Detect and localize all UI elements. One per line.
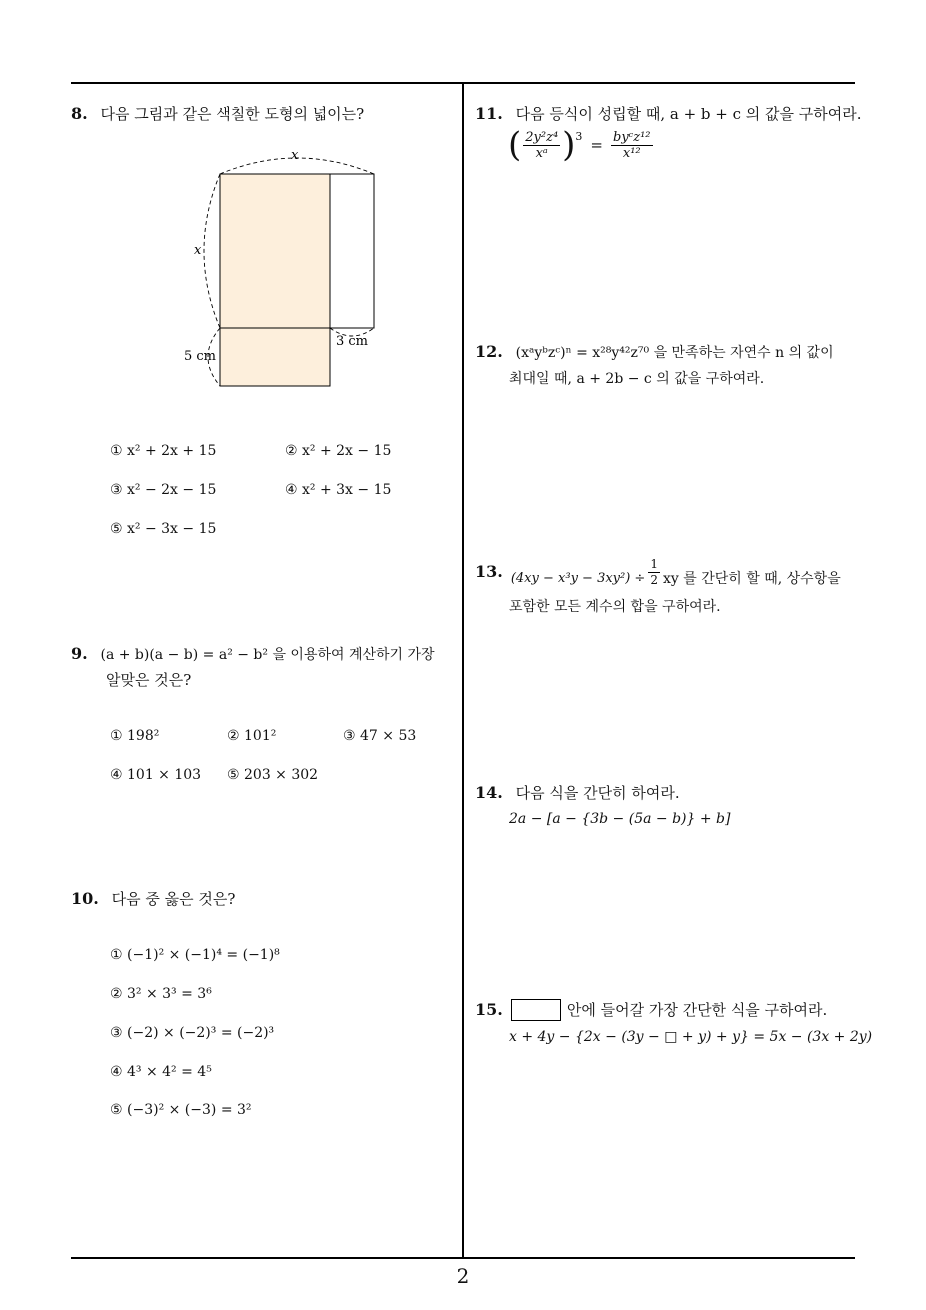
rhs-fraction — [611, 130, 653, 161]
fraction-numerator: 1 — [650, 556, 658, 571]
question-12-line2: 최대일 때, a + 2b − c 의 값을 구하여라. — [509, 371, 765, 387]
q8-option-4[interactable]: ④ x² + 3x − 15 — [285, 482, 392, 498]
page-number: 2 — [456, 1264, 470, 1288]
question-9 — [71, 641, 456, 668]
question-text: 다음 그림과 같은 색칠한 도형의 넓이는? — [100, 105, 365, 123]
bottom-left-label: 5 cm — [184, 349, 217, 364]
rhs-denominator: x¹² — [622, 145, 641, 161]
q13-expr-pre: (4xy − x³y − 3xy²) ÷ — [510, 571, 646, 586]
q13-expr-post: xy 를 간단히 할 때, 상수항을 — [662, 571, 841, 587]
rhs-numerator: byᶜz¹² — [613, 129, 651, 145]
q8-figure — [180, 140, 400, 400]
question-number: 15. — [475, 1000, 503, 1019]
shaded-region-upper — [220, 174, 330, 328]
lhs-fraction — [523, 130, 560, 161]
left-paren: ( — [508, 125, 522, 165]
q9-option-4[interactable]: ④ 101 × 103 — [110, 767, 202, 783]
q14-expression: 2a − [a − {3b − (5a − b)} + b] — [509, 811, 731, 827]
question-11 — [475, 101, 862, 127]
top-label: x — [291, 148, 299, 163]
q8-option-5[interactable]: ⑤ x² − 3x − 15 — [110, 521, 217, 537]
question-13 — [475, 552, 841, 592]
question-13-line2: 포함한 모든 계수의 합을 구하여라. — [509, 599, 721, 615]
q8-option-1[interactable]: ① x² + 2x + 15 — [110, 443, 217, 459]
outer-exponent: 3 — [575, 130, 583, 143]
q9-option-1[interactable]: ① 198² — [110, 728, 160, 744]
q10-option-4[interactable]: ④ 4³ × 4² = 4⁵ — [110, 1064, 212, 1080]
right-paren: ) — [562, 125, 576, 165]
question-text-line1: (xᵃyᵇzᶜ)ⁿ = x²⁸y⁴²z⁷⁰ 을 만족하는 자연수 n 의 값이 — [515, 345, 834, 361]
q10-option-3[interactable]: ③ (−2) × (−2)³ = (−2)³ — [110, 1025, 275, 1041]
question-10 — [71, 886, 235, 912]
q11-equation — [508, 125, 653, 165]
left-dimension-arc — [204, 174, 220, 328]
q9-option-5[interactable]: ⑤ 203 × 302 — [227, 767, 319, 783]
question-9-line2: 알맞은 것은? — [106, 671, 192, 689]
q10-option-5[interactable]: ⑤ (−3)² × (−3) = 3² — [110, 1102, 252, 1118]
q8-option-2[interactable]: ② x² + 2x − 15 — [285, 443, 392, 459]
column-divider — [462, 82, 464, 1258]
q10-option-1[interactable]: ① (−1)² × (−1)⁴ = (−1)⁸ — [110, 947, 280, 963]
question-15 — [475, 997, 827, 1023]
question-text: 안에 들어갈 가장 간단한 식을 구하여라. — [566, 1001, 828, 1019]
unshaded-strip — [330, 174, 374, 328]
bottom-right-label: 3 cm — [336, 334, 369, 349]
q9-option-3[interactable]: ③ 47 × 53 — [343, 728, 417, 744]
question-number: 8. — [71, 104, 88, 123]
question-14 — [475, 780, 680, 806]
question-text: 다음 등식이 성립할 때, a + b + c 의 값을 구하여라. — [515, 105, 862, 123]
answer-blank-box — [511, 999, 561, 1021]
equals-sign: = — [590, 136, 603, 154]
question-text-line1: (a + b)(a − b) = a² − b² 을 이용하여 계산하기 가장 — [100, 647, 435, 663]
question-text: 다음 중 옳은 것은? — [111, 890, 236, 908]
question-number: 14. — [475, 783, 503, 802]
shaded-region-lower — [220, 328, 330, 386]
lhs-numerator: 2y²z⁴ — [525, 129, 559, 145]
question-text: 다음 식을 간단히 하여라. — [515, 784, 680, 802]
question-number: 9. — [71, 644, 88, 663]
left-label: x — [194, 243, 202, 258]
q8-option-3[interactable]: ③ x² − 2x − 15 — [110, 482, 217, 498]
question-number: 12. — [475, 342, 503, 361]
question-number: 11. — [475, 104, 503, 123]
lhs-denominator: xᵃ — [535, 145, 548, 161]
q13-fraction — [648, 557, 660, 588]
question-number: 13. — [475, 562, 503, 581]
question-12 — [475, 339, 860, 366]
q10-option-2[interactable]: ② 3² × 3³ = 3⁶ — [110, 986, 212, 1002]
question-8 — [71, 101, 364, 127]
fraction-denominator: 2 — [650, 572, 658, 587]
q15-expression: x + 4y − {2x − (3y − □ + y) + y} = 5x − (3x + 2y) — [509, 1029, 873, 1045]
q9-option-2[interactable]: ② 101² — [227, 728, 277, 744]
question-number: 10. — [71, 889, 99, 908]
